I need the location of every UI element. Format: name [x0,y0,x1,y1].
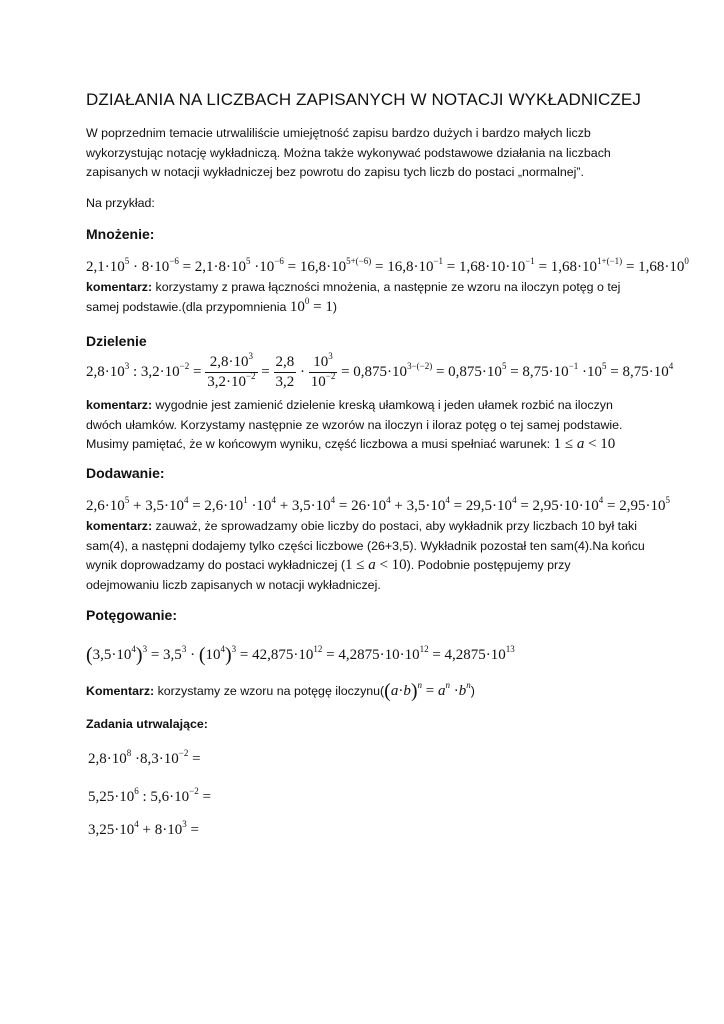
intro-line: W poprzednim temacie utrwaliliście umiejętność zapisu bardzo dużych i bardzo małych liczb [86,126,591,140]
addition-comment [86,517,645,595]
comment-text: ) [332,299,337,314]
comment-text: korzystamy z prawa łączności mnożenia, a następnie ze wzoru na iloczyn potęg o tej [152,280,621,294]
comment-text: odejmowaniu liczb zapisanych w notacji wykładniczej. [86,577,381,592]
exercise-item: $2,8\cdot 10^8 \cdot 8,3\cdot 10^{-2}$ = [88,748,201,767]
multiplication-formula: $2,1\cdot 10^5 \cdot 8\cdot 10^{-6} = 2,1\cdot 8\cdot 10^5 \cdot 10^{-6} = 16,8\cdot 10^{5+(-6)} = 16,8\cdot 10^{-1} = 1,68\cdot 10\cdot 10^{-1} = 1,68\cdot 10^{1+(-1)} = 1,68\cdot 10^0$ [86,256,689,275]
comment-text: dwóch ułamków. Korzystamy następnie ze wzorów na iloczyn i iloraz potęg o tej samej podstawie. [86,417,623,432]
intro-paragraph [86,124,611,183]
exercise-item: $3,25\cdot 10^4 + 8\cdot 10^3$ = [88,819,199,838]
comment-text: wygodnie jest zamienić dzielenie kreską ułamkową i jeden ułamek rozbić na iloczyn [152,398,613,412]
page-title: DZIAŁANIA NA LICZBACH ZAPISANYCH W NOTACJI WYKŁADNICZEJ [86,90,641,109]
comment-text: Musimy pamiętać, że w końcowym wyniku, część liczbowa a musi spełniać warunek: [86,437,554,451]
example-label: Na przykład: [86,196,155,210]
addition-heading: Dodawanie: [86,465,165,481]
power-heading: Potęgowanie: [86,607,178,623]
comment-text: ). Podobnie postępujemy przy [406,558,571,572]
condition-formula: 1 ≤ a < 10 [344,557,407,573]
multiplication-heading: Mnożenie: [86,226,155,242]
intro-line: wykorzystując notację wykładniczą. Można także wykonywać podstawowe działania na liczbach [86,145,611,160]
comment-text: wynik doprowadzamy do postaci wykładniczej ( [86,558,345,572]
division-comment [86,396,623,455]
division-heading: Dzielenie [86,333,147,349]
condition-formula: 1 ≤ a < 10 [553,436,616,452]
comment-label: komentarz: [86,398,153,412]
comment-text: sam(4), a następni dodajemy tylko części liczbowe (26+3,5). Wykładnik pozostał ten sam(4).Na końcu [86,538,645,553]
comment-label: komentarz: [86,280,153,294]
power-formula: $(3,5\cdot 10^4)^3 = 3,5^3 \cdot (10^4)^3 = 42,875\cdot 10^{12} = 4,2875\cdot 10\cdot 10^{12} = 4,2875\cdot 10^{13}$ [86,644,515,666]
comment-text: ) [470,684,475,698]
reminder-formula: $10^0 = 1$ [289,295,333,315]
power-rule-formula: $(a\cdot b)^n = a^n \cdot b^n$ [384,680,471,702]
comment-label: Komentarz: [86,684,155,698]
comment-text: zauważ, że sprowadzamy obie liczby do postaci, aby wykładnik przy liczbach 10 był taki [152,519,637,533]
division-formula: $2,8\cdot 10^3$ : $3,2\cdot 10^{-2}$ = $\frac{2,8\cdot 10^3}{3,2\cdot 10^{-2}}$ = $\frac{2,8}{3,2}$ · $\frac{10^3}{10^{-2}}$ = $0,875\cdot 10^{3-(-2)} = 0,875\cdot 10^5 = 8,75\cdot 10^{-1} \cdot 10^5 = 8,75\cdot 10^4$ [86,351,674,390]
intro-line: zapisanych w notacji wykładniczej bez powrotu do zapisu tych liczb do postaci „normalnej”. [86,165,584,179]
comment-text: korzystamy ze wzoru na potęgę iloczynu( [154,684,385,698]
comment-label: komentarz: [86,519,153,533]
power-comment [86,682,475,702]
exercises-heading: Zadania utrwalające: [86,717,208,731]
addition-formula: $2,6\cdot 10^5 + 3,5\cdot 10^4 = 2,6\cdot 10^1 \cdot 10^4 + 3,5\cdot 10^4 = 26\cdot 10^4 + 3,5\cdot 10^4 = 29,5\cdot 10^4 = 2,95\cdot 10\cdot 10^4 = 2,95\cdot 10^5$ [86,495,670,514]
comment-text: samej podstawie.(dla przypomnienia [86,299,290,314]
exercise-item: $5,25\cdot 10^6$ : $5,6\cdot 10^{-2}$ = [88,786,211,805]
multiplication-comment [86,278,620,317]
